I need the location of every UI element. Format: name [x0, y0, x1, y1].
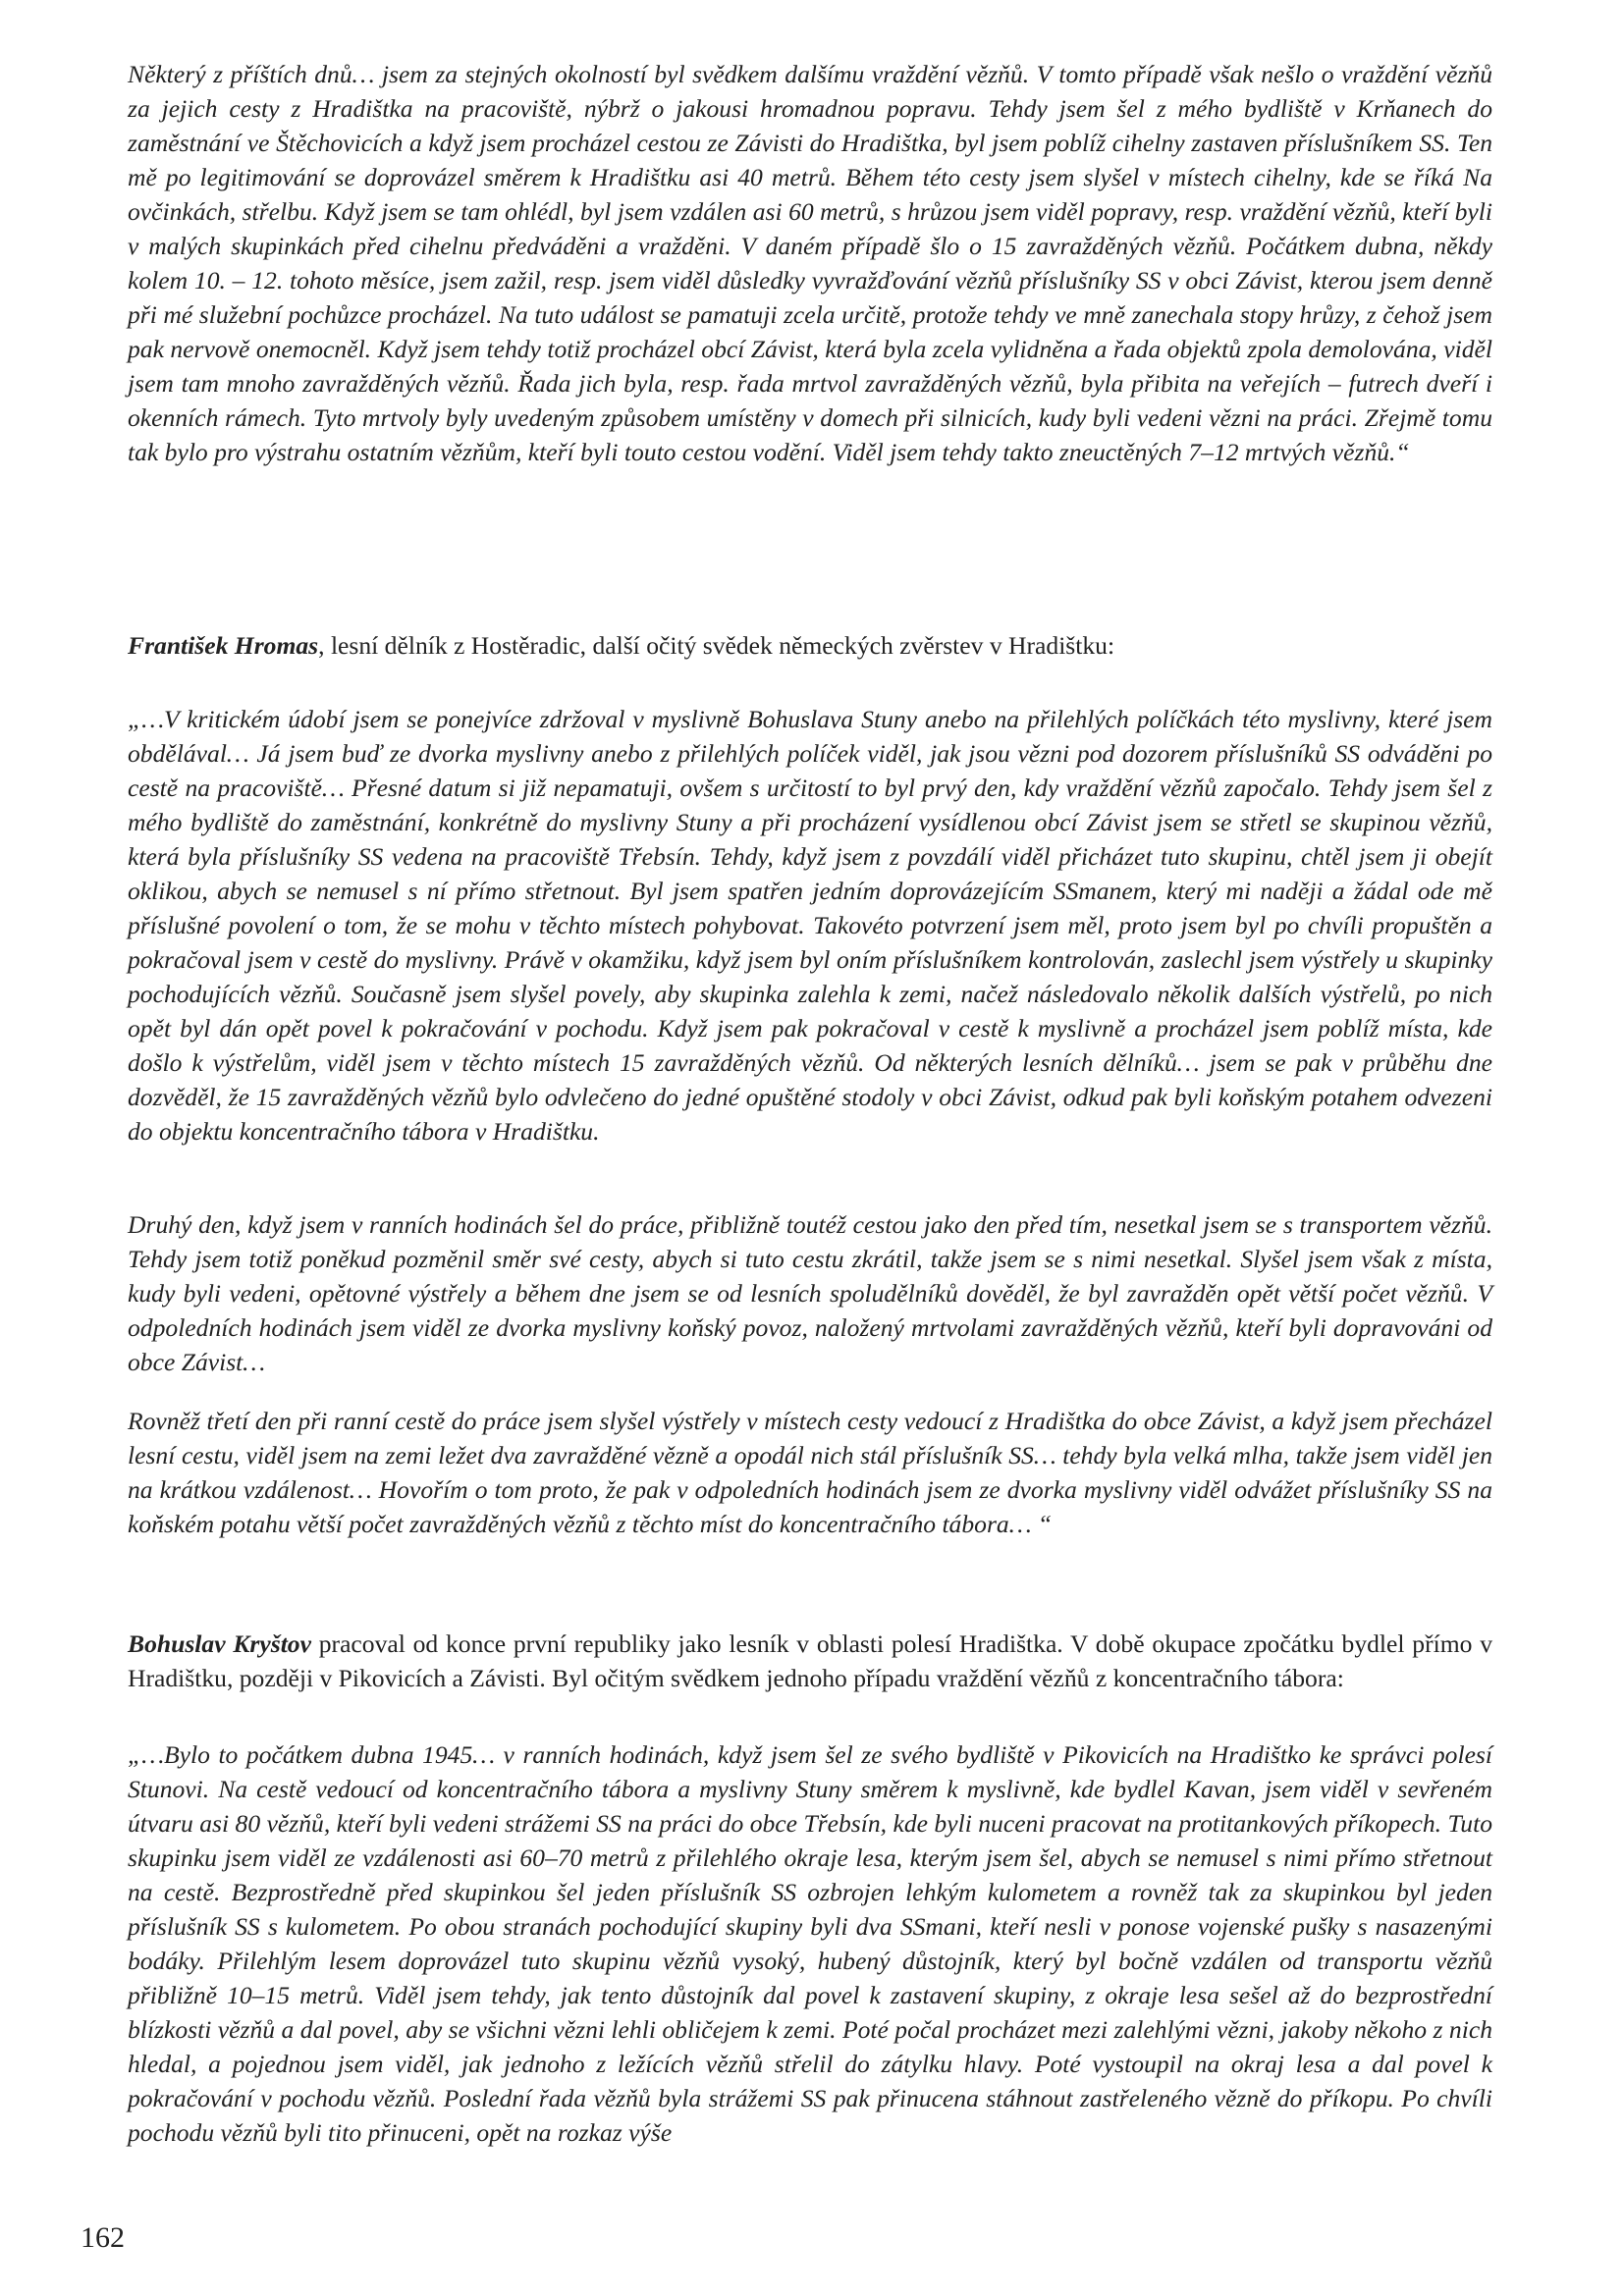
witness-name-hromas: František Hromas	[128, 631, 319, 660]
testimony-paragraph-hromas-1: „…V kritickém údobí jsem se ponejvíce zdržoval v myslivně Bohuslava Stuny anebo na přilehlých políčkách této myslivny, které jsem obdělával… Já jsem buď ze dvorka myslivny anebo z přilehlých políček viděl, jak jsou vězni pod dozorem příslušníků SS odváděni po cestě na pracoviště… Přesné datum si již nepamatuji, ovšem s určitostí to byl prvý den, kdy vraždění vězňů započalo. Tehdy jsem šel z mého bydliště do zaměstnání, konkrétně do myslivny Stuny a při procházení vysídlenou obcí Závist jsem se střetl se skupinou vězňů, která byla příslušníky SS vedena na pracoviště Třebsín. Tehdy, když jsem z povzdálí viděl přicházet tuto skupinu, chtěl jsem ji obejít oklikou, abych se nemusel s ní přímo střetnout. Byl jsem spatřen jedním doprovázejícím SSmanem, který mi naději a žádal ode mě příslušné povolení o tom, že se mohu v těchto místech pohybovat. Takovéto potvrzení jsem měl, proto jsem byl po chvíli propuštěn a pokračoval jsem v cestě do myslivny. Právě v okamžiku, když jsem byl oním příslušníkem kontrolován, zaslechl jsem výstřely u skupinky pochodujících vězňů. Současně jsem slyšel povely, aby skupinka zalehla k zemi, načež následovalo několik dalších výstřelů, po nich opět byl dán opět povel k pokračování v pochodu. Když jsem pak pokračoval v cestě k myslivně a procházel jsem poblíž místa, kde došlo k výstřelům, viděl jsem v těchto místech 15 zavražděných vězňů. Od některých lesních dělníků… jsem se pak v průběhu dne dozvěděl, že 15 zavražděných vězňů bylo odvlečeno do jedné opuštěné stodoly v obci Závist, odkud pak byli koňským potahem odvezeni do objektu koncentračního tábora v Hradištku.	[128, 705, 1492, 1146]
testimony-paragraph-hromas-2: Druhý den, když jsem v ranních hodinách šel do práce, přibližně toutéž cestou jako den před tím, nesetkal jsem se s transportem vězňů. Tehdy jsem totiž poněkud pozměnil směr své cesty, abych si tuto cestu zkrátil, takže jsem se s nimi nesetkal. Slyšel jsem však z místa, kudy byli vedeni, opětovné výstřely a během dne jsem se od lesních spoludělníků dověděl, že byl zavražděn opět větší počet vězňů. V odpoledních hodinách jsem viděl ze dvorka myslivny koňský povoz, naložený mrtvolami zavražděných vězňů, kteří byli dopravováni od obce Závist…	[128, 1210, 1492, 1376]
page-number: 162	[81, 2221, 125, 2254]
testimony-paragraph-1: Některý z příštích dnů… jsem za stejných okolností byl svědkem dalšímu vraždění vězňů. V tomto případě však nešlo o vraždění vězňů za jejich cesty z Hradištka na pracoviště, nýbrž o jakousi hromadnou popravu. Tehdy jsem šel z mého bydliště v Krňanech do zaměstnání ve Štěchovicích a když jsem procházel cestou ze Závisti do Hradištka, byl jsem poblíž cihelny zastaven příslušníkem SS. Ten mě po legitimování se doprovázel směrem k Hradištku asi 40 metrů. Během této cesty jsem slyšel v místech cihelny, kde se říká Na ovčinkách, střelbu. Když jsem se tam ohlédl, byl jsem vzdálen asi 60 metrů, s hrůzou jsem viděl popravy, resp. vraždění vězňů, kteří byli v malých skupinkách před cihelnu předváděni a vražděni. V daném případě šlo o 15 zavražděných vězňů. Počátkem dubna, někdy kolem 10. – 12. tohoto měsíce, jsem zažil, resp. jsem viděl důsledky vyvražďování vězňů příslušníky SS v obci Závist, kterou jsem denně při mé služební pochůzce procházel. Na tuto událost se pamatuji zcela určitě, protože tehdy ve mně zanechala stopy hrůzy, z čehož jsem pak nervově onemocněl. Když jsem tehdy totiž procházel obcí Závist, která byla zcela vylidněna a řada objektů zpola demolována, viděl jsem tam mnoho zavražděných vězňů. Řada jich byla, resp. řada mrtvol zavražděných vězňů, byla přibita na veřejích – futrech dveří i okenních rámech. Tyto mrtvoly byly uvedeným způsobem umístěny v domech při silnicích, kudy byli vedeni vězni na práci. Zřejmě tomu tak bylo pro výstrahu ostatním vězňům, kteří byli touto cestou vodění. Viděl jsem tehdy takto zneuctěných 7–12 mrtvých vězňů.“	[128, 60, 1492, 466]
witness-intro-hromas	[128, 628, 1492, 663]
testimony-paragraph-hromas-3: Rovněž třetí den při ranní cestě do práce jsem slyšel výstřely v místech cesty vedoucí z Hradištka do obce Závist, a když jsem přecházel lesní cestu, viděl jsem na zemi ležet dva zavražděné vězně a opodál nich stál příslušník SS… tehdy byla velká mlha, takže jsem viděl jen na krátkou vzdálenost… Hovořím o tom proto, že pak v odpoledních hodinách jsem ze dvorka myslivny viděl odvážet příslušníky SS na koňském potahu větší počet zavražděných vězňů z těchto míst do koncentračního tábora… “	[128, 1407, 1492, 1538]
witness-name-krystov: Bohuslav Kryštov	[128, 1629, 311, 1658]
witness-intro-text: pracoval od konce první republiky jako lesník v oblasti polesí Hradištka. V době okupace zpočátku bydlel přímo v Hradištku, později v Pikovicích a Závisti. Byl očitým svědkem jednoho případu vraždění vězňů z koncentračního tábora:	[128, 1629, 1492, 1692]
witness-intro-krystov	[128, 1627, 1492, 1695]
testimony-paragraph-krystov-1: „…Bylo to počátkem dubna 1945… v ranních hodinách, když jsem šel ze svého bydliště v Pikovicích na Hradištko ke správci polesí Stunovi. Na cestě vedoucí od koncentračního tábora a myslivny Stuny směrem k myslivně, kde bydlel Kavan, jsem viděl v sevřeném útvaru asi 80 vězňů, kteří byli vedeni strážemi SS na práci do obce Třebsín, kde byli nuceni pracovat na protitankových příkopech. Tuto skupinku jsem viděl ze vzdálenosti asi 60–70 metrů z přilehlého okraje lesa, kterým jsem šel, abych se nemusel s nimi přímo střetnout na cestě. Bezprostředně před skupinkou šel jeden příslušník SS ozbrojen lehkým kulometem a rovněž tak za skupinkou byl jeden příslušník SS s kulometem. Po obou stranách pochodující skupiny byli dva SSmani, kteří nesli v ponose vojenské pušky s nasazenými bodáky. Přilehlým lesem doprovázel tuto skupinu vězňů vysoký, hubený důstojník, který byl bočně vzdálen od transportu vězňů přibližně 10–15 metrů. Viděl jsem tehdy, jak tento důstojník dal povel k zastavení skupiny, z okraje lesa sešel až do bezprostřední blízkosti vězňů a dal povel, aby se všichni vězni lehli obličejem k zemi. Poté počal procházet mezi zalehlými vězni, jakoby někoho z nich hledal, a pojednou jsem viděl, jak jednoho z ležících vězňů střelil do zátylku hlavy. Poté vystoupil na okraj lesa a dal povel k pokračování v pochodu vězňů. Poslední řada vězňů byla strážemi SS pak přinucena stáhnout zastřeleného vězně do příkopu. Po chvíli pochodu vězňů byli tito přinuceni, opět na rozkaz výše	[128, 1740, 1492, 2147]
witness-intro-text: , lesní dělník z Hostěradic, další očitý svědek německých zvěrstev v Hradištku:	[318, 631, 1115, 660]
